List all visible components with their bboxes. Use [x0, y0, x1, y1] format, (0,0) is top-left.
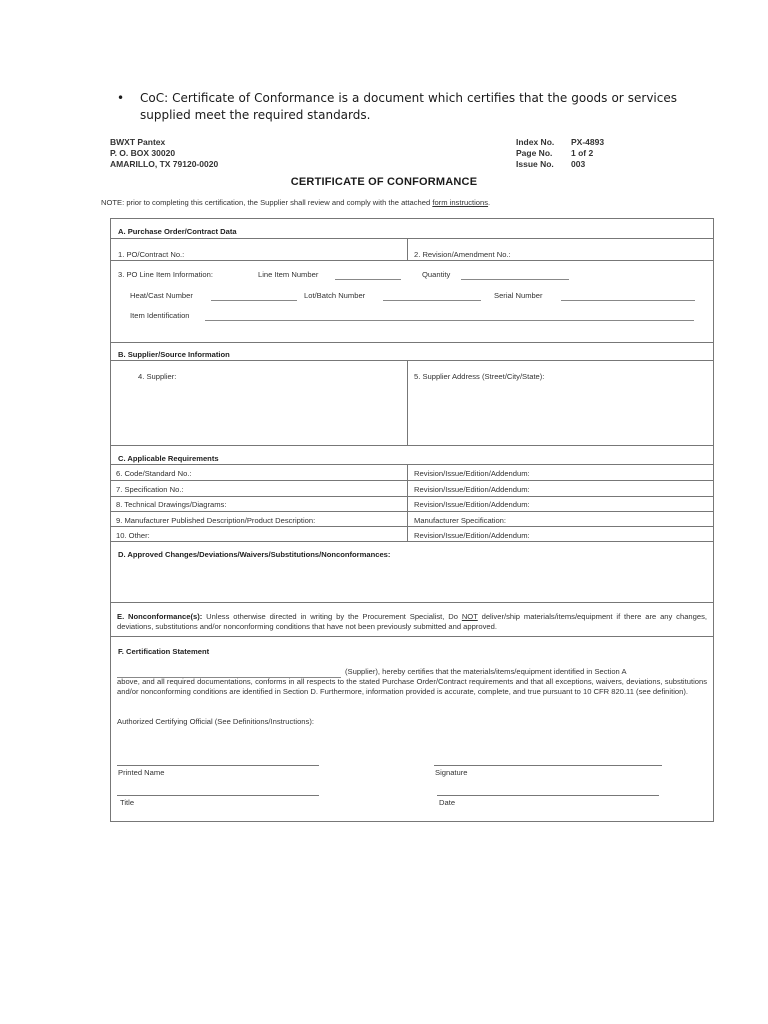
revision-amendment-field[interactable]: 2. Revision/Amendment No.:	[414, 250, 511, 259]
heat-cast-input[interactable]	[211, 292, 297, 301]
line-item-number-label: Line Item Number	[258, 270, 319, 279]
quantity-input[interactable]	[461, 271, 569, 280]
serial-number-input[interactable]	[561, 292, 695, 301]
certification-statement-body: above, and all required documentations, conforms in all respects to the stated Purchase Order/Contract requirements and that all exceptions, waivers, deviations, substitutions and/or nonconforming conditions are identified in Section D. Furthermore, information provided is accurate, complete, and true pursuant to 10 CFR 820.11 (see definition).	[117, 677, 707, 696]
section-d-heading: D. Approved Changes/Deviations/Waivers/Substitutions/Nonconformances:	[118, 550, 391, 559]
supplier-field[interactable]: 4. Supplier:	[138, 372, 177, 381]
other-revision-field[interactable]: Revision/Issue/Edition/Addendum:	[414, 531, 530, 540]
manufacturer-specification-field[interactable]: Manufacturer Specification:	[414, 516, 507, 525]
date-label: Date	[439, 798, 456, 807]
org-name: BWXT Pantex	[110, 137, 166, 147]
bullet-icon: •	[117, 91, 125, 105]
printed-name-label: Printed Name	[118, 768, 165, 777]
intro-bullet	[117, 90, 677, 124]
coc-form	[110, 218, 714, 822]
section-e-text	[117, 612, 707, 632]
lot-batch-label: Lot/Batch Number	[304, 291, 366, 300]
specification-revision-field[interactable]: Revision/Issue/Edition/Addendum:	[414, 485, 530, 494]
signature-line[interactable]	[434, 765, 662, 766]
item-identification-label: Item Identification	[130, 311, 190, 320]
issue-label: Issue No.	[516, 159, 554, 169]
quantity-label: Quantity	[422, 270, 451, 279]
doc-index-labels	[516, 137, 554, 170]
section-e-heading: E. Nonconformance(s):	[117, 612, 203, 621]
form-instructions-link[interactable]: form instructions	[432, 198, 489, 207]
org-address	[110, 137, 218, 170]
technical-drawings-revision-field[interactable]: Revision/Issue/Edition/Addendum:	[414, 500, 530, 509]
note-prefix: NOTE: prior to completing this certification, the Supplier shall review and comply with the attached	[101, 198, 433, 207]
form-title: CERTIFICATE OF CONFORMANCE	[290, 176, 478, 188]
printed-name-line[interactable]	[117, 765, 319, 766]
note-suffix: .	[488, 198, 491, 207]
supplier-address-field[interactable]: 5. Supplier Address (Street/City/State):	[414, 372, 545, 381]
technical-drawings-field[interactable]: 8. Technical Drawings/Diagrams:	[116, 500, 227, 509]
specification-field[interactable]: 7. Specification No.:	[116, 485, 184, 494]
section-c-heading: C. Applicable Requirements	[118, 454, 219, 463]
other-field[interactable]: 10. Other:	[116, 531, 150, 540]
code-standard-field[interactable]: 6. Code/Standard No.:	[116, 469, 192, 478]
section-e-body-1: Unless otherwise directed in writing by the Procurement Specialist, Do	[202, 612, 462, 621]
manufacturer-description-field[interactable]: 9. Manufacturer Published Description/Product Description:	[116, 516, 316, 525]
certification-statement-start: (Supplier), hereby certifies that the materials/items/equipment identified in Section A	[345, 667, 627, 676]
heat-cast-label: Heat/Cast Number	[130, 291, 193, 300]
index-label: Index No.	[516, 137, 555, 147]
line-item-number-input[interactable]	[335, 271, 401, 280]
authorized-official-label: Authorized Certifying Official (See Definitions/Instructions):	[117, 717, 314, 726]
po-contract-field[interactable]: 1. PO/Contract No.:	[118, 250, 185, 259]
item-identification-input[interactable]	[205, 312, 694, 321]
serial-number-label: Serial Number	[494, 291, 543, 300]
section-a-heading: A. Purchase Order/Contract Data	[118, 227, 237, 236]
date-line[interactable]	[437, 795, 659, 796]
po-line-item-label: 3. PO Line Item Information:	[118, 270, 213, 279]
section-e-not: NOT	[461, 612, 478, 621]
code-standard-revision-field[interactable]: Revision/Issue/Edition/Addendum:	[414, 469, 530, 478]
doc-index-values	[571, 137, 604, 170]
org-po-box: P. O. BOX 30020	[110, 148, 176, 158]
title-line[interactable]	[117, 795, 319, 796]
page-value: 1 of 2	[571, 148, 594, 158]
section-f-heading: F. Certification Statement	[118, 647, 210, 656]
title-label: Title	[120, 798, 135, 807]
section-b-heading: B. Supplier/Source Information	[118, 350, 230, 359]
form-note	[101, 198, 490, 207]
signature-label: Signature	[435, 768, 468, 777]
intro-text: CoC: Certificate of Conformance is a document which certifies that the goods or services supplied meet the required standards.	[140, 91, 677, 122]
lot-batch-input[interactable]	[383, 292, 481, 301]
issue-value: 003	[571, 159, 586, 169]
section-e-body-2: deliver/ship materials/items/equipment if there are any changes, deviations, substitutions and/or nonconforming conditions that have not been previously submitted and approved.	[117, 612, 708, 631]
index-value: PX-4893	[571, 137, 605, 147]
org-city: AMARILLO, TX 79120-0020	[110, 159, 219, 169]
page-label: Page No.	[516, 148, 553, 158]
